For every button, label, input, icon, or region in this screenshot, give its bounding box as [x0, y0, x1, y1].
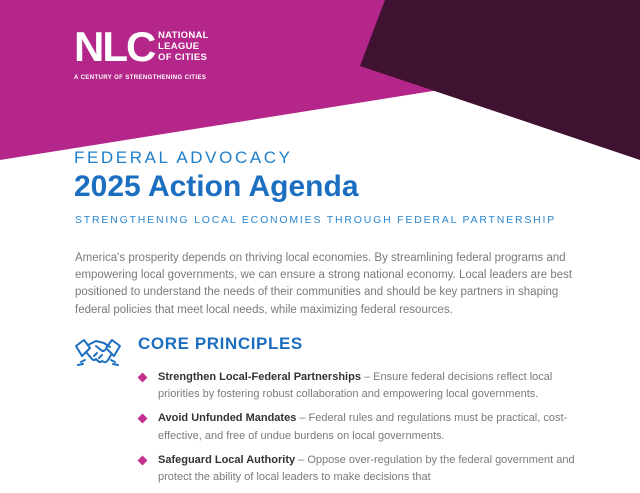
page-subtitle: STRENGTHENING LOCAL ECONOMIES THROUGH FEDERAL PARTNERSHIP: [75, 214, 557, 226]
logo-mark: NLC: [74, 23, 155, 70]
nlc-logo[interactable]: [74, 23, 254, 86]
list-item: [138, 452, 588, 486]
page-title: 2025 Action Agenda: [74, 170, 359, 203]
diamond-bullet-icon: [138, 455, 148, 465]
principles-list: [138, 369, 588, 493]
eyebrow-heading: FEDERAL ADVOCACY: [74, 148, 293, 167]
logo-tagline: A CENTURY OF STRENGTHENING CITIES: [74, 75, 207, 81]
diamond-bullet-icon: [138, 414, 148, 424]
principle-title: Avoid Unfunded Mandates: [158, 412, 297, 425]
logo-name: NATIONAL LEAGUE OF CITIES: [158, 30, 209, 63]
principle-text: – Federal rules and regulations must be practical, cost-effective, and free of undue burdens on local governments.: [158, 412, 568, 442]
principle-text: – Ensure federal decisions reflect local priorities by fostering robust collaboration and empowering local governments.: [158, 371, 553, 401]
list-item: [138, 369, 588, 403]
handshake-icon: [74, 334, 122, 368]
core-principles-heading: CORE PRINCIPLES: [138, 334, 303, 353]
principle-title: Safeguard Local Authority: [158, 453, 296, 466]
intro-paragraph: America's prosperity depends on thriving local economies. By streamlining federal programs and empowering local governments, we can ensure a strong national economy. Local leaders are best positioned to understand the needs of their communities and should be key partners in shaping federal policies that meet local needs, while maximizing federal resources.: [75, 252, 573, 316]
diamond-bullet-icon: [138, 373, 148, 383]
principle-title: Strengthen Local-Federal Partnerships: [158, 371, 361, 383]
principle-text: – Oppose over-regulation by the federal government and protect the ability of local leaders to make decisions that: [158, 453, 575, 484]
list-item: [138, 410, 588, 444]
